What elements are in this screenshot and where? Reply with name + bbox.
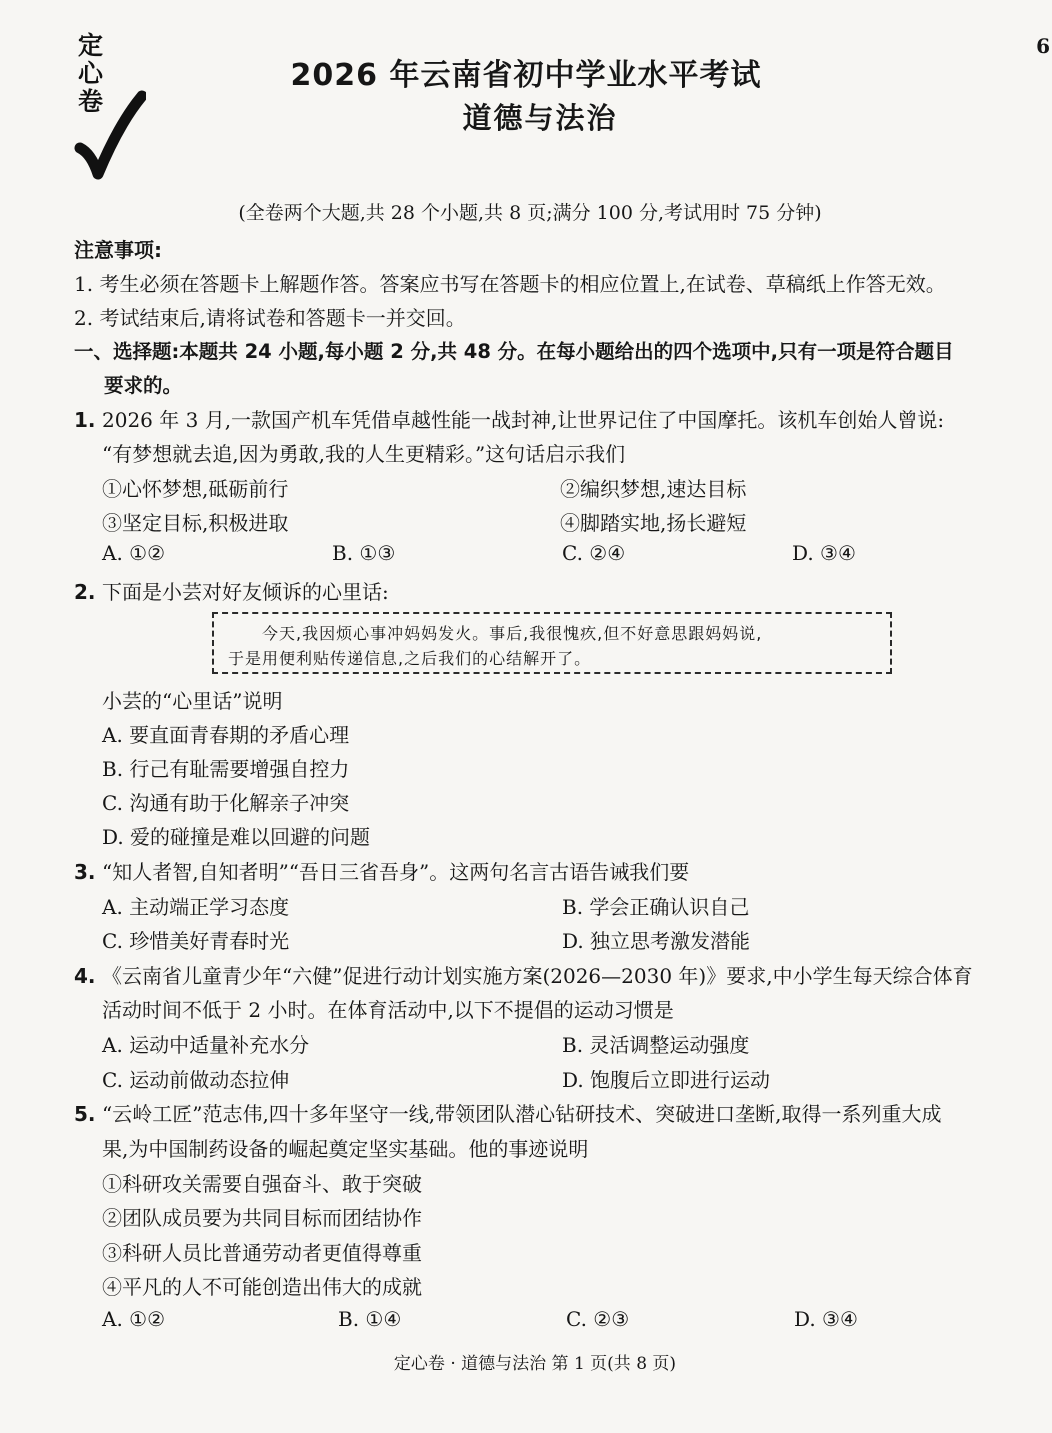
- question-5-stem: [74, 1098, 942, 1127]
- statement-item: ③坚定目标,积极进取: [102, 511, 289, 535]
- option-c[interactable]: C. 珍惜美好青春时光: [102, 929, 290, 953]
- page-footer: 定心卷 · 道德与法治 第 1 页(共 8 页): [393, 1354, 677, 1374]
- statement-item: ②团队成员要为共同目标而团结协作: [102, 1206, 422, 1230]
- exam-info: (全卷两个大题,共 28 个小题,共 8 页;满分 100 分,考试用时 75 分钟): [238, 202, 822, 224]
- statement-item: ④脚踏实地,扬长避短: [560, 511, 747, 535]
- edge-mark: 6: [1036, 34, 1050, 58]
- option-b[interactable]: B. 学会正确认识自己: [562, 895, 750, 919]
- question-number: 2.: [74, 580, 96, 604]
- question-text: “知人者智,自知者明”“吾日三省吾身”。这两句名言古语告诫我们要: [102, 860, 690, 884]
- statement-item: ①心怀梦想,砥砺前行: [102, 477, 289, 501]
- question-number: 1.: [74, 408, 96, 432]
- option-d[interactable]: D. 独立思考激发潜能: [562, 929, 751, 953]
- option-c[interactable]: C. 运动前做动态拉伸: [102, 1068, 290, 1092]
- question-2-prompt: 小芸的“心里话”说明: [102, 689, 283, 713]
- statement-item: ③科研人员比普通劳动者更值得尊重: [102, 1241, 422, 1265]
- option-d[interactable]: D. 爱的碰撞是难以回避的问题: [102, 825, 371, 849]
- option-b[interactable]: B. ①③: [332, 541, 396, 565]
- note-item: 1. 考生必须在答题卡上解题作答。答案应书写在答题卡的相应位置上,在试卷、草稿纸上作答无效。: [74, 272, 946, 296]
- section-heading-cont: 要求的。: [104, 374, 183, 397]
- stamp-text: 定心卷: [78, 31, 104, 116]
- option-a[interactable]: A. 主动端正学习态度: [102, 895, 290, 919]
- question-4-stem-cont: 活动时间不低于 2 小时。在体育活动中,以下不提倡的运动习惯是: [102, 998, 674, 1022]
- question-5-stem-cont: 果,为中国制药设备的崛起奠定坚实基础。他的事迹说明: [102, 1137, 589, 1161]
- subject-title: 道德与法治: [462, 101, 618, 135]
- option-d[interactable]: D. ③④: [792, 541, 856, 565]
- statement-item: ①科研攻关需要自强奋斗、敢于突破: [102, 1172, 422, 1196]
- question-3-stem: [74, 856, 689, 885]
- statement-item: ②编织梦想,速达目标: [560, 477, 747, 501]
- section-heading: 一、选择题:本题共 24 小题,每小题 2 分,共 48 分。在每小题给出的四个选项中,只有一项是符合题目: [74, 340, 954, 363]
- question-4-stem: [74, 960, 973, 989]
- option-a[interactable]: A. ①②: [102, 1307, 166, 1331]
- option-c[interactable]: C. ②④: [562, 541, 626, 565]
- option-d[interactable]: D. 饱腹后立即进行运动: [562, 1068, 771, 1092]
- option-a[interactable]: A. ①②: [102, 541, 166, 565]
- option-b[interactable]: B. 行己有耻需要增强自控力: [102, 757, 350, 781]
- quote-line: 今天,我因烦心事冲妈妈发火。事后,我很愧疚,但不好意思跟妈妈说,: [262, 624, 763, 643]
- question-1-stem-cont: “有梦想就去追,因为勇敢,我的人生更精彩。”这句话启示我们: [102, 442, 626, 466]
- note-item: 2. 考试结束后,请将试卷和答题卡一并交回。: [74, 306, 466, 330]
- question-2-stem: [74, 576, 389, 605]
- question-text: “云岭工匠”范志伟,四十多年坚守一线,带领团队潜心钻研技术、突破进口垄断,取得一系列重大成: [102, 1102, 942, 1126]
- option-b[interactable]: B. 灵活调整运动强度: [562, 1033, 750, 1057]
- option-d[interactable]: D. ③④: [794, 1307, 858, 1331]
- question-text: 下面是小芸对好友倾诉的心里话:: [102, 580, 389, 604]
- statement-item: ④平凡的人不可能创造出伟大的成就: [102, 1275, 422, 1299]
- quote-line: 于是用便利贴传递信息,之后我们的心结解开了。: [228, 649, 592, 668]
- option-a[interactable]: A. 运动中适量补充水分: [102, 1033, 310, 1057]
- question-number: 4.: [74, 964, 96, 988]
- question-1-stem: [74, 404, 944, 433]
- question-number: 5.: [74, 1102, 96, 1126]
- option-c[interactable]: C. ②③: [566, 1307, 630, 1331]
- notes-heading: 注意事项:: [74, 238, 162, 262]
- page-title: 2026 年云南省初中学业水平考试: [290, 58, 762, 93]
- question-text: 2026 年 3 月,一款国产机车凭借卓越性能一战封神,让世界记住了中国摩托。该机车创始人曾说:: [102, 408, 945, 432]
- question-number: 3.: [74, 860, 96, 884]
- option-c[interactable]: C. 沟通有助于化解亲子冲突: [102, 791, 350, 815]
- option-a[interactable]: A. 要直面青春期的矛盾心理: [102, 723, 350, 747]
- question-text: 《云南省儿童青少年“六健”促进行动计划实施方案(2026—2030 年)》要求,中小学生每天综合体育: [102, 964, 973, 988]
- option-b[interactable]: B. ①④: [338, 1307, 402, 1331]
